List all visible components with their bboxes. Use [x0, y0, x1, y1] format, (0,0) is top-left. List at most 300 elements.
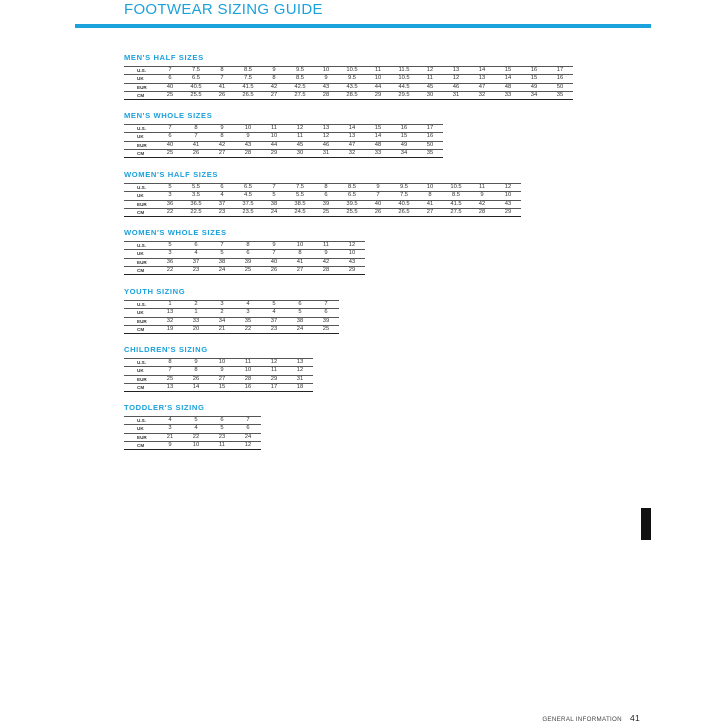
row-label: UK	[124, 250, 157, 258]
size-cell: 14	[339, 125, 365, 133]
row-label: EUR	[124, 375, 157, 383]
size-cell: 20	[183, 325, 209, 333]
size-cell: 6	[183, 242, 209, 250]
size-cell: 25	[157, 149, 183, 157]
size-cell: 37.5	[235, 200, 261, 208]
size-cell: 28	[235, 149, 261, 157]
size-cell: 9	[469, 192, 495, 200]
size-cell: 34	[521, 91, 547, 99]
size-cell: 46	[443, 83, 469, 91]
size-cell: 44.5	[391, 83, 417, 91]
size-cell: 28.5	[339, 91, 365, 99]
size-cell: 7	[157, 367, 183, 375]
size-cell: 17	[261, 383, 287, 391]
size-cell: 6	[209, 417, 235, 425]
size-cell: 10	[417, 184, 443, 192]
size-cell: 3	[235, 309, 261, 317]
size-cell: 9	[235, 133, 261, 141]
size-cell: 39	[313, 200, 339, 208]
table-row	[124, 266, 365, 274]
size-cell: 28	[469, 208, 495, 216]
size-cell: 11	[287, 133, 313, 141]
size-cell: 15	[365, 125, 391, 133]
size-cell: 11	[313, 242, 339, 250]
footer-section-label: GENERAL INFORMATION	[542, 716, 622, 723]
size-cell: 26	[183, 375, 209, 383]
size-cell: 26	[209, 91, 235, 99]
size-cell: 23	[209, 433, 235, 441]
row-label: EUR	[124, 83, 157, 91]
table-row	[124, 425, 261, 433]
size-table	[124, 183, 521, 217]
size-cell: 50	[417, 141, 443, 149]
size-cell: 14	[365, 133, 391, 141]
row-label: CM	[124, 441, 157, 449]
row-label: EUR	[124, 258, 157, 266]
size-cell: 9	[365, 184, 391, 192]
table-row	[124, 417, 261, 425]
size-cell: 42	[313, 258, 339, 266]
table-row	[124, 149, 443, 157]
size-cell: 43	[313, 83, 339, 91]
size-cell: 1	[157, 301, 183, 309]
size-cell: 40	[365, 200, 391, 208]
table-row	[124, 359, 313, 367]
section-title: WOMEN'S WHOLE SIZES	[124, 228, 227, 237]
size-cell: 23.5	[235, 208, 261, 216]
size-cell: 32	[339, 149, 365, 157]
size-cell: 8	[209, 133, 235, 141]
size-cell: 14	[469, 67, 495, 75]
section-title: MEN'S WHOLE SIZES	[124, 111, 213, 120]
size-cell: 13	[469, 75, 495, 83]
size-cell: 25	[235, 266, 261, 274]
size-cell: 11	[261, 125, 287, 133]
size-cell: 12	[443, 75, 469, 83]
size-cell: 17	[547, 67, 573, 75]
size-cell: 6	[287, 301, 313, 309]
size-cell: 42	[209, 141, 235, 149]
size-cell: 27.5	[287, 91, 313, 99]
page-title: FOOTWEAR SIZING GUIDE	[124, 1, 323, 18]
size-cell: 10.5	[339, 67, 365, 75]
table-row	[124, 250, 365, 258]
size-cell: 37	[183, 258, 209, 266]
size-cell: 8	[313, 184, 339, 192]
size-cell: 7.5	[287, 184, 313, 192]
row-label: U.S.	[124, 417, 157, 425]
table-row	[124, 184, 521, 192]
size-cell: 5	[261, 301, 287, 309]
size-cell: 6.5	[183, 75, 209, 83]
title-rule	[75, 24, 651, 28]
size-cell: 12	[495, 184, 521, 192]
size-cell: 27	[261, 91, 287, 99]
size-cell: 11	[209, 441, 235, 449]
size-cell: 11	[417, 75, 443, 83]
size-cell: 37	[261, 317, 287, 325]
size-cell: 9	[313, 250, 339, 258]
size-cell: 13	[339, 133, 365, 141]
size-cell: 4	[235, 301, 261, 309]
size-cell: 25	[157, 91, 183, 99]
size-cell: 43	[235, 141, 261, 149]
size-cell: 9.5	[391, 184, 417, 192]
size-cell: 16	[521, 67, 547, 75]
row-label: U.S.	[124, 125, 157, 133]
size-cell: 13	[287, 359, 313, 367]
size-cell: 8.5	[339, 184, 365, 192]
page-footer	[500, 713, 640, 723]
table-row	[124, 325, 339, 333]
size-cell: 32	[157, 317, 183, 325]
size-cell: 33	[495, 91, 521, 99]
size-cell: 26	[183, 149, 209, 157]
size-cell: 22	[183, 433, 209, 441]
size-cell: 16	[235, 383, 261, 391]
size-cell: 18	[287, 383, 313, 391]
size-cell: 4	[209, 192, 235, 200]
table-row	[124, 367, 313, 375]
table-row	[124, 433, 261, 441]
row-label: CM	[124, 325, 157, 333]
size-cell: 30	[287, 149, 313, 157]
size-cell: 12	[417, 67, 443, 75]
size-cell: 8	[183, 367, 209, 375]
size-cell: 3.5	[183, 192, 209, 200]
size-cell: 9	[157, 441, 183, 449]
size-cell: 4	[261, 309, 287, 317]
size-cell: 40.5	[391, 200, 417, 208]
size-cell: 12	[287, 125, 313, 133]
section-title: TODDLER'S SIZING	[124, 403, 205, 412]
size-cell: 38.5	[287, 200, 313, 208]
sizing-section	[124, 169, 521, 217]
size-cell: 27.5	[443, 208, 469, 216]
size-cell: 43.5	[339, 83, 365, 91]
row-label: CM	[124, 149, 157, 157]
row-label: EUR	[124, 200, 157, 208]
row-label: CM	[124, 208, 157, 216]
size-cell: 48	[495, 83, 521, 91]
size-cell: 11	[261, 367, 287, 375]
size-cell: 38	[261, 200, 287, 208]
size-cell: 39	[235, 258, 261, 266]
size-cell: 5	[157, 242, 183, 250]
size-cell: 11.5	[391, 67, 417, 75]
size-cell: 44	[261, 141, 287, 149]
size-cell: 10	[495, 192, 521, 200]
section-title: WOMEN'S HALF SIZES	[124, 170, 219, 179]
size-cell: 49	[521, 83, 547, 91]
size-cell: 7	[209, 75, 235, 83]
size-cell: 3	[157, 425, 183, 433]
section-title: YOUTH SIZING	[124, 287, 186, 296]
size-cell: 9	[313, 75, 339, 83]
size-cell: 41	[287, 258, 313, 266]
size-cell: 11	[235, 359, 261, 367]
section-thumb-tab	[641, 508, 651, 540]
size-cell: 9	[261, 67, 287, 75]
size-cell: 34	[209, 317, 235, 325]
size-cell: 8	[209, 67, 235, 75]
size-cell: 32	[469, 91, 495, 99]
size-cell: 8.5	[287, 75, 313, 83]
sizing-section	[124, 227, 365, 275]
size-cell: 33	[183, 317, 209, 325]
size-cell: 45	[417, 83, 443, 91]
size-cell: 29	[495, 208, 521, 216]
size-cell: 25	[313, 325, 339, 333]
size-cell: 7	[209, 242, 235, 250]
table-row	[124, 441, 261, 449]
size-cell: 9.5	[339, 75, 365, 83]
size-cell: 50	[547, 83, 573, 91]
size-cell: 5	[287, 309, 313, 317]
table-row	[124, 309, 339, 317]
size-cell: 12	[313, 133, 339, 141]
size-cell: 45	[287, 141, 313, 149]
size-cell: 36	[157, 200, 183, 208]
row-label: UK	[124, 367, 157, 375]
size-cell: 34	[391, 149, 417, 157]
size-cell: 29	[365, 91, 391, 99]
row-label: CM	[124, 383, 157, 391]
row-label: UK	[124, 309, 157, 317]
size-cell: 10.5	[391, 75, 417, 83]
size-cell: 33	[365, 149, 391, 157]
size-cell: 5	[157, 184, 183, 192]
size-cell: 4	[157, 417, 183, 425]
size-cell: 41.5	[235, 83, 261, 91]
size-cell: 8.5	[443, 192, 469, 200]
size-cell: 5	[209, 425, 235, 433]
size-cell: 44	[365, 83, 391, 91]
size-cell: 29	[261, 149, 287, 157]
size-cell: 4	[183, 250, 209, 258]
size-cell: 47	[339, 141, 365, 149]
row-label: EUR	[124, 317, 157, 325]
size-cell: 10	[313, 67, 339, 75]
size-cell: 22	[157, 208, 183, 216]
size-cell: 29	[261, 375, 287, 383]
size-cell: 21	[157, 433, 183, 441]
size-table	[124, 416, 261, 450]
size-cell: 5	[183, 417, 209, 425]
table-row	[124, 258, 365, 266]
size-cell: 7	[313, 301, 339, 309]
size-cell: 8	[261, 75, 287, 83]
row-label: UK	[124, 425, 157, 433]
size-cell: 36	[157, 258, 183, 266]
size-cell: 5.5	[287, 192, 313, 200]
size-cell: 16	[417, 133, 443, 141]
size-cell: 10	[209, 359, 235, 367]
size-cell: 26	[365, 208, 391, 216]
table-row	[124, 141, 443, 149]
size-cell: 47	[469, 83, 495, 91]
size-cell: 7.5	[235, 75, 261, 83]
size-cell: 28	[313, 266, 339, 274]
size-cell: 9	[183, 359, 209, 367]
size-table	[124, 300, 339, 334]
size-cell: 15	[495, 67, 521, 75]
sizing-section	[124, 402, 261, 450]
size-cell: 12	[261, 359, 287, 367]
size-cell: 27	[287, 266, 313, 274]
size-cell: 8	[287, 250, 313, 258]
size-cell: 40	[157, 83, 183, 91]
table-row	[124, 133, 443, 141]
table-row	[124, 317, 339, 325]
size-cell: 7	[157, 67, 183, 75]
size-cell: 41.5	[443, 200, 469, 208]
size-cell: 13	[443, 67, 469, 75]
size-cell: 5	[261, 192, 287, 200]
size-cell: 6.5	[339, 192, 365, 200]
size-cell: 23	[183, 266, 209, 274]
size-cell: 10	[287, 242, 313, 250]
size-cell: 7.5	[391, 192, 417, 200]
size-cell: 42.5	[287, 83, 313, 91]
size-cell: 40.5	[183, 83, 209, 91]
size-cell: 31	[443, 91, 469, 99]
page-number: 41	[629, 713, 640, 723]
sizing-section	[124, 344, 313, 392]
size-cell: 10	[235, 367, 261, 375]
sizing-section	[124, 52, 573, 100]
size-cell: 6	[209, 184, 235, 192]
size-cell: 6	[235, 250, 261, 258]
size-cell: 26.5	[391, 208, 417, 216]
size-cell: 22	[157, 266, 183, 274]
size-cell: 12	[235, 441, 261, 449]
size-cell: 15	[391, 133, 417, 141]
size-cell: 8.5	[235, 67, 261, 75]
size-cell: 28	[313, 91, 339, 99]
size-cell: 6	[157, 133, 183, 141]
size-cell: 41	[183, 141, 209, 149]
size-cell: 23	[209, 208, 235, 216]
size-cell: 10	[183, 441, 209, 449]
size-cell: 36.5	[183, 200, 209, 208]
size-cell: 5.5	[183, 184, 209, 192]
size-cell: 6	[157, 75, 183, 83]
size-cell: 3	[157, 192, 183, 200]
size-cell: 3	[209, 301, 235, 309]
size-cell: 26	[261, 266, 287, 274]
size-cell: 41	[209, 83, 235, 91]
size-cell: 24	[287, 325, 313, 333]
size-cell: 14	[495, 75, 521, 83]
size-cell: 35	[547, 91, 573, 99]
size-cell: 42	[261, 83, 287, 91]
table-row	[124, 208, 521, 216]
size-cell: 48	[365, 141, 391, 149]
size-cell: 2	[183, 301, 209, 309]
size-cell: 8	[235, 242, 261, 250]
size-cell: 43	[339, 258, 365, 266]
table-row	[124, 67, 573, 75]
size-cell: 17	[417, 125, 443, 133]
size-cell: 24.5	[287, 208, 313, 216]
size-cell: 8	[417, 192, 443, 200]
row-label: EUR	[124, 433, 157, 441]
size-cell: 11	[469, 184, 495, 192]
size-cell: 22.5	[183, 208, 209, 216]
table-row	[124, 125, 443, 133]
row-label: CM	[124, 91, 157, 99]
table-row	[124, 83, 573, 91]
size-cell: 31	[287, 375, 313, 383]
size-cell: 7	[183, 133, 209, 141]
size-cell: 6.5	[235, 184, 261, 192]
size-cell: 13	[157, 309, 183, 317]
row-label: U.S.	[124, 67, 157, 75]
size-cell: 42	[469, 200, 495, 208]
size-cell: 9	[261, 242, 287, 250]
size-cell: 41	[417, 200, 443, 208]
table-row	[124, 242, 365, 250]
table-row	[124, 200, 521, 208]
size-cell: 19	[157, 325, 183, 333]
size-cell: 38	[209, 258, 235, 266]
size-cell: 40	[157, 141, 183, 149]
size-cell: 49	[391, 141, 417, 149]
section-title: MEN'S HALF SIZES	[124, 53, 204, 62]
table-row	[124, 301, 339, 309]
size-cell: 12	[287, 367, 313, 375]
size-cell: 15	[521, 75, 547, 83]
size-cell: 7	[235, 417, 261, 425]
size-cell: 27	[417, 208, 443, 216]
size-cell: 6	[235, 425, 261, 433]
size-cell: 7	[261, 184, 287, 192]
size-cell: 24	[235, 433, 261, 441]
size-cell: 7	[261, 250, 287, 258]
size-cell: 38	[287, 317, 313, 325]
size-cell: 9	[209, 125, 235, 133]
size-cell: 8	[157, 359, 183, 367]
section-title: CHILDREN'S SIZING	[124, 345, 208, 354]
size-cell: 11	[365, 67, 391, 75]
size-cell: 4	[183, 425, 209, 433]
size-cell: 35	[235, 317, 261, 325]
size-cell: 8	[183, 125, 209, 133]
size-cell: 40	[261, 258, 287, 266]
size-cell: 22	[235, 325, 261, 333]
size-cell: 10	[365, 75, 391, 83]
size-cell: 25	[313, 208, 339, 216]
sizing-section	[124, 286, 339, 334]
row-label: CM	[124, 266, 157, 274]
size-cell: 7	[365, 192, 391, 200]
size-cell: 14	[183, 383, 209, 391]
size-cell: 28	[235, 375, 261, 383]
size-cell: 24	[209, 266, 235, 274]
row-label: U.S.	[124, 242, 157, 250]
sizing-section	[124, 110, 443, 158]
size-cell: 2	[209, 309, 235, 317]
size-cell: 23	[261, 325, 287, 333]
size-cell: 16	[547, 75, 573, 83]
size-table	[124, 358, 313, 392]
size-cell: 39.5	[339, 200, 365, 208]
size-cell: 10	[339, 250, 365, 258]
size-table	[124, 66, 573, 100]
size-cell: 7	[157, 125, 183, 133]
size-cell: 43	[495, 200, 521, 208]
